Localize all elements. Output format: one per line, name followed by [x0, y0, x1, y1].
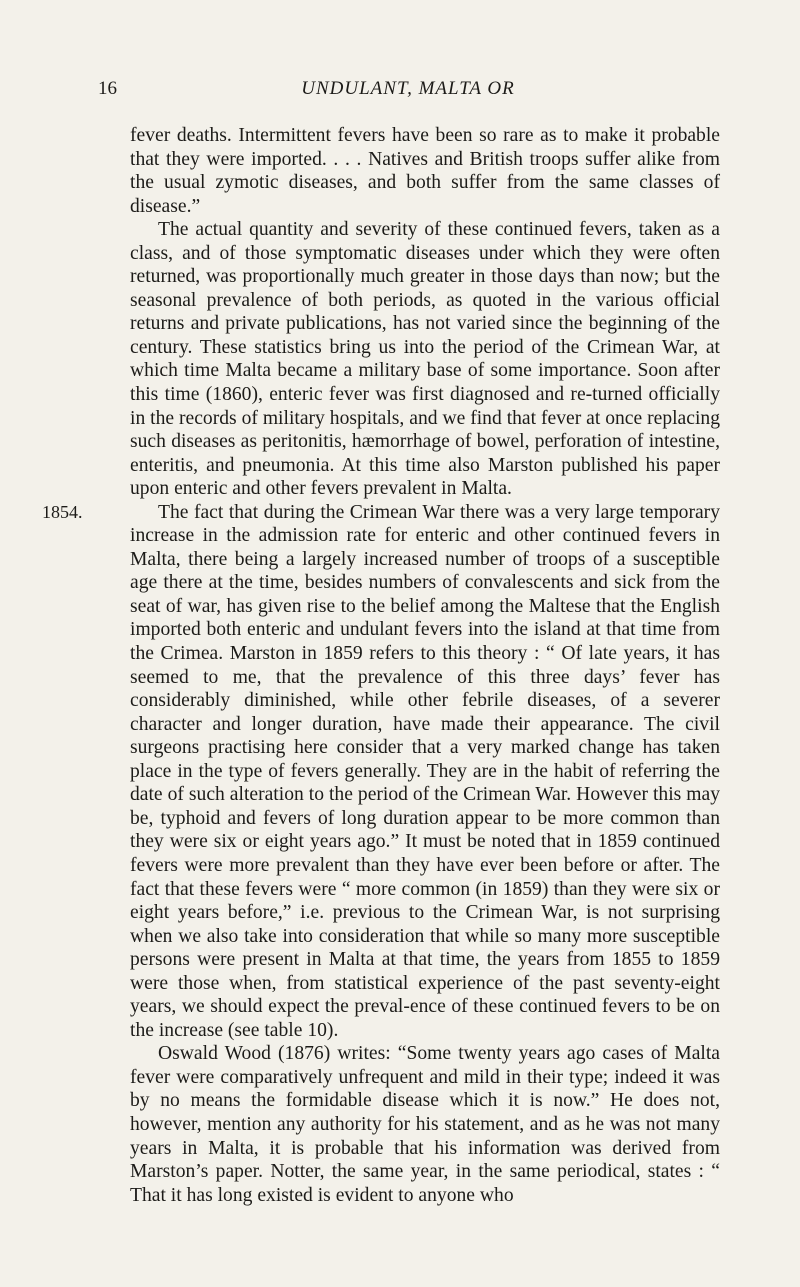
page-header — [98, 78, 718, 102]
page-number: 16 — [98, 78, 117, 99]
running-head: UNDULANT, MALTA OR — [301, 78, 515, 99]
margin-note-year: 1854. — [42, 501, 83, 522]
paragraph-3 — [42, 501, 720, 1043]
paragraph-2: The actual quantity and severity of these continued fevers, taken as a class, and of those symptomatic diseases under which they were often returned, was proportionally much greater in those days than now; but the seasonal prevalence of both periods, as quoted in the various official returns and private publications, has not varied since the beginning of the century. These statistics bring us into the period of the Crimean War, at which time Malta became a military base of some importance. Soon after this time (1860), enteric fever was first diagnosed and re-turned officially in the records of military hospitals, and we find that fever at once replacing such diseases as peritonitis, hæmorrhage of bowel, perforation of intestine, enteritis, and pneumonia. At this time also Marston published his paper upon enteric and other fevers prevalent in Malta. — [130, 219, 720, 500]
paragraph-4: Oswald Wood (1876) writes: “Some twenty years ago cases of Malta fever were comparatively unfrequent and mild in their type; indeed it was by no means the formidable disease which it is now.” He does not, however, mention any authority for his statement, and as he was not many years in Malta, it is probable that his information was derived from Marston’s paper. Notter, the same year, in the same periodical, states : “ That it has long existed is evident to anyone who — [130, 1043, 720, 1206]
body-text — [42, 124, 720, 1207]
paragraph-3-text: The fact that during the Crimean War there was a very large temporary increase in the admission rate for enteric and other continued fevers in Malta, there being a largely increased number of troops of a susceptible age there at the time, besides numbers of convalescents and sick from the seat of war, has given rise to the belief among the Maltese that the English imported both enteric and undulant fevers into the island at that time from the Crimea. Marston in 1859 refers to this theory : “ Of late years, it has seemed to me, that the prevalence of this three days’ fever has considerably diminished, while other febrile diseases, of a severer character and longer duration, have made their appearance. The civil surgeons practising here consider that a very marked change has taken place in the type of fevers generally. They are in the habit of referring the date of such alteration to the period of the Crimean War. However this may be, typhoid and fevers of long duration appear to be more common than they were six or eight years ago.” It must be noted that in 1859 continued fevers were more prevalent than they have ever been before or after. The fact that these fevers were “ more common (in 1859) than they were six or eight years before,” i.e. previous to the Crimean War, is not surprising when we also take into consideration that while so many more susceptible persons were present in Malta at that time, the years from 1855 to 1859 were those when, from statistical experience of the past seventy-eight years, we should expect the preval-ence of these continued fevers to be on the increase (see table 10). — [130, 501, 720, 1041]
paragraph-1: fever deaths. Intermittent fevers have been so rare as to make it probable that they were imported. . . . Natives and British troops suffer alike from the usual zymotic diseases, and both suffer from the same classes of disease.” — [130, 125, 720, 217]
